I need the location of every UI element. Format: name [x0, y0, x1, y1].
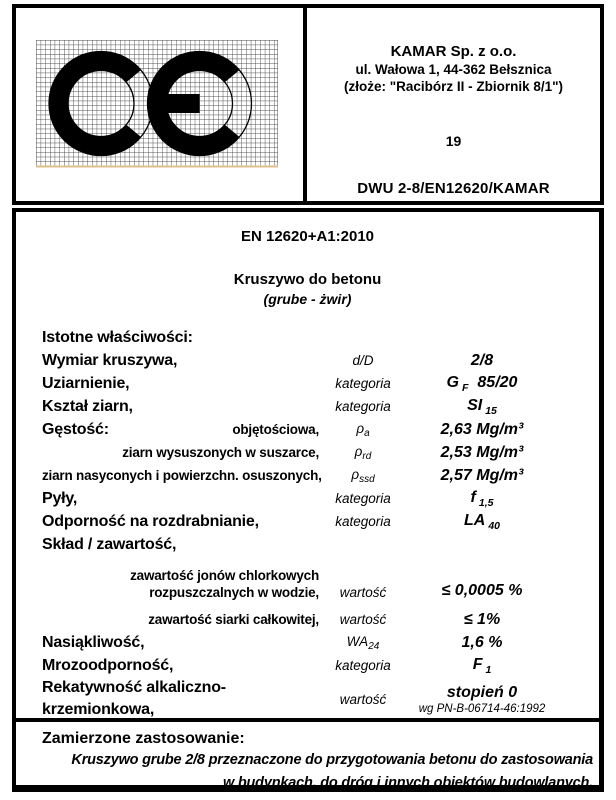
- property-value: ≤ 1%: [463, 610, 501, 628]
- property-label: Nasiąkliwość,: [42, 633, 145, 651]
- intended-use-text: Kruszywo grube 2/8 przeznaczone do przygotowania betonu do zastosowania w budynkach, do dróg i innych obiektów budowlanych.: [71, 752, 593, 791]
- properties-table: [16, 326, 599, 721]
- property-symbol: wartość: [339, 612, 387, 627]
- property-symbol: wartość: [339, 585, 387, 600]
- property-symbol: wartość: [339, 691, 387, 707]
- property-symbol: $\rho_{rd}$: [354, 443, 372, 462]
- company-address: ul. Wałowa 1, 44-362 Bełsznica: [355, 62, 552, 77]
- label-plate-header: [12, 4, 604, 205]
- property-label: Uziarnienie,: [42, 374, 130, 392]
- property-value: stopień 0 wg PN-B-06714-46:1992: [407, 684, 557, 715]
- manufacturer-info: [307, 8, 600, 201]
- property-value: 1,6 %: [461, 633, 503, 651]
- property-symbol: $WA_{24}$: [346, 633, 380, 652]
- property-row: [42, 464, 589, 487]
- ce-mark-icon: [36, 40, 278, 168]
- property-row: [42, 487, 589, 510]
- section-heading: Skład / zawartość,: [42, 535, 177, 553]
- property-row: [42, 608, 589, 631]
- property-label: Pyły,: [42, 489, 78, 507]
- property-value: 2,57 Mg/m³: [440, 466, 524, 484]
- property-sublabel: zawartość siarki całkowitej,: [148, 612, 319, 627]
- section-heading: Istotne właściwości:: [42, 328, 193, 346]
- property-value: G $_F$ 85/20: [446, 373, 518, 394]
- year-of-marking: 19: [445, 133, 462, 149]
- property-value: 2/8: [470, 351, 494, 369]
- property-value: 2,53 Mg/m³: [440, 443, 524, 461]
- ce-mark-cell: [16, 8, 303, 201]
- property-label: Mrozoodporność,: [42, 656, 174, 674]
- property-symbol: kategoria: [335, 514, 391, 529]
- property-value: f $_{1,5}$: [470, 488, 494, 509]
- property-symbol: $\rho_{ssd}$: [351, 466, 375, 485]
- property-value: SI $_{15}$: [467, 396, 497, 417]
- intended-use-section: [16, 718, 599, 791]
- property-symbol: kategoria: [335, 491, 391, 506]
- property-row: [42, 441, 589, 464]
- section-heading-row: [42, 533, 589, 556]
- property-label: Wymiar kruszywa,: [42, 351, 178, 369]
- company-name: KAMAR Sp. z o.o.: [390, 43, 517, 60]
- property-row: [42, 372, 589, 395]
- value-reference-note: wg PN-B-06714-46:1992: [418, 702, 546, 715]
- property-label: Rekatywność alkaliczno-: [42, 679, 226, 696]
- property-symbol: d/D: [352, 353, 374, 368]
- property-value: F $_1$: [472, 655, 492, 676]
- product-subtitle: (grube - żwir): [263, 291, 352, 307]
- property-label: Gęstość:: [42, 420, 109, 438]
- property-row: [42, 510, 589, 533]
- property-sublabel: ziarn nasyconych i powierzchn. osuszonych,: [42, 468, 322, 483]
- property-value: ≤ 0,0005 %: [441, 582, 523, 599]
- property-symbol: $\rho_a$: [356, 420, 370, 439]
- deposit-info: (złoże: "Racibórz II - Zbiornik 8/1"): [343, 79, 564, 94]
- property-sublabel: zawartość jonów chlorkowych: [130, 568, 319, 583]
- property-symbol: kategoria: [335, 658, 391, 673]
- property-row: [42, 563, 589, 601]
- property-label: krzemionkowa,: [42, 701, 155, 718]
- property-value: LA $_{40}$: [463, 511, 500, 532]
- property-row: [42, 349, 589, 372]
- property-label: Kształ ziarn,: [42, 397, 133, 415]
- property-row: [42, 677, 589, 721]
- product-title: Kruszywo do betonu: [233, 271, 382, 288]
- declaration-number: DWU 2-8/EN12620/KAMAR: [357, 180, 550, 197]
- property-symbol: kategoria: [335, 399, 391, 414]
- standard-reference: EN 12620+A1:2010: [240, 228, 374, 245]
- property-row: [42, 654, 589, 677]
- property-sublabel: objętościowa,: [232, 422, 319, 437]
- property-sublabel: ziarn wysuszonych w suszarce,: [122, 445, 319, 460]
- property-label: Odporność na rozdrabnianie,: [42, 512, 259, 530]
- declaration-body: [12, 208, 604, 792]
- section-heading-row: [42, 326, 589, 349]
- property-symbol: kategoria: [335, 376, 391, 391]
- property-sublabel: rozpuszczalnych w wodzie,: [149, 585, 319, 600]
- property-row: [42, 395, 589, 418]
- property-row: [42, 418, 589, 441]
- intended-use-heading: Zamierzone zastosowanie:: [42, 730, 245, 747]
- property-row: [42, 631, 589, 654]
- property-value: 2,63 Mg/m³: [440, 420, 524, 438]
- grid-baseline: [36, 166, 278, 168]
